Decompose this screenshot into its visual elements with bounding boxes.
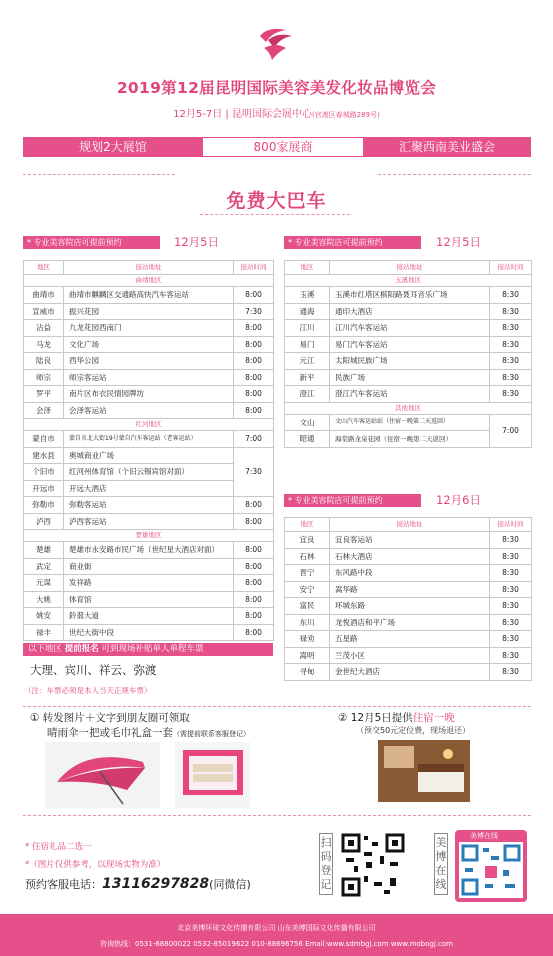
- area-cell: 玉溪: [285, 287, 330, 304]
- umbrella-image: [45, 742, 160, 808]
- table-row: [285, 532, 532, 549]
- hotel-room-image: [378, 740, 470, 802]
- time-cell: 8:00: [234, 558, 274, 575]
- time-cell: 8:00: [234, 497, 274, 514]
- address-cell: 泸西客运站: [64, 513, 234, 530]
- area-cell: 宜良: [285, 532, 330, 549]
- address-cell: 会泽客运站: [64, 402, 234, 419]
- area-cell: 东川: [285, 614, 330, 631]
- table-row: [24, 336, 274, 353]
- table-row: [285, 631, 532, 648]
- table-row: [285, 581, 532, 598]
- table-row: [285, 353, 532, 370]
- table-row: [24, 608, 274, 625]
- address-cell: 龙悦酒店和平广场: [330, 614, 490, 631]
- address-cell: 发祥路: [64, 575, 234, 592]
- table-row: [285, 647, 532, 664]
- address-cell: 东风路中段: [330, 565, 490, 582]
- promo-1-line1: ① 转发图片＋文字到朋友圈可领取: [30, 712, 190, 724]
- area-cell: 安宁: [285, 581, 330, 598]
- table-row: 开远市 开远大酒店: [24, 480, 274, 497]
- time-cell: 8:00: [234, 320, 274, 337]
- strip-exhibitors: 800家展商: [203, 137, 363, 157]
- area-cell: 石林: [285, 548, 330, 565]
- area-cell: 宣威市: [24, 303, 64, 320]
- table-row: [285, 303, 532, 320]
- table-row: [285, 598, 532, 615]
- area-cell: 元江: [285, 353, 330, 370]
- address-cell: 宜良客运站: [330, 532, 490, 549]
- area-cell: 禄丰: [24, 624, 64, 641]
- subsidy-bar: 以下地区 提前报名 可到现场补贴单人单程车票: [23, 643, 273, 656]
- table-row: [24, 303, 274, 320]
- table-row: [285, 336, 532, 353]
- time-cell: 8:00: [234, 369, 274, 386]
- area-cell: 嵩明: [285, 647, 330, 664]
- gift-note: * 住宿礼品二选一: [25, 842, 92, 852]
- table-row: [24, 287, 274, 304]
- address-cell: 通印大酒店: [330, 303, 490, 320]
- time-cell: 8:00: [234, 336, 274, 353]
- address-cell: 曲靖市麒麟区交通路高快汽车客运站: [64, 287, 234, 304]
- area-cell: 曲靖市: [24, 287, 64, 304]
- table-row: [285, 320, 532, 337]
- footer: [0, 914, 553, 956]
- area-cell: 泸西: [24, 513, 64, 530]
- address-cell: 文化广场: [64, 336, 234, 353]
- address-cell: 振兴花园: [64, 303, 234, 320]
- time-cell: 8:00: [234, 386, 274, 403]
- address-cell: 南片区布衣民情园牌坊: [64, 386, 234, 403]
- address-cell: 易门汽车客运站: [330, 336, 490, 353]
- promo-2-note: （预交50元定位费，现场退还）: [356, 726, 471, 735]
- reserve-tag: * 专业美容院店可提前预约: [284, 494, 421, 507]
- area-cell: 富民: [285, 598, 330, 615]
- time-cell: 8:30: [490, 320, 532, 337]
- address-cell: 九龙花园西南门: [64, 320, 234, 337]
- divider: [23, 174, 175, 175]
- address-cell: 环城东路: [330, 598, 490, 615]
- table-row: [24, 353, 274, 370]
- time-cell: 8:30: [490, 631, 532, 648]
- bus-heading: 免费大巴车: [226, 190, 327, 212]
- address-cell: 体育馆: [64, 591, 234, 608]
- area-cell: 易门: [285, 336, 330, 353]
- time-cell: 8:00: [234, 575, 274, 592]
- promo-1-line2: 晴雨伞一把或毛巾礼盒一套（需提前联系客服登记）: [47, 727, 250, 739]
- time-cell: 8:30: [490, 336, 532, 353]
- area-cell: 沾益: [24, 320, 64, 337]
- strip-halls: 规划2大展馆: [23, 137, 203, 157]
- table-row: [24, 369, 274, 386]
- time-cell: 8:00: [234, 624, 274, 641]
- address-cell: 世纪大街中段: [64, 624, 234, 641]
- area-cell: 罗平: [24, 386, 64, 403]
- area-cell: 寻甸: [285, 664, 330, 681]
- area-cell: 弥勒市: [24, 497, 64, 514]
- divider: [23, 815, 531, 816]
- table-row: 蒙自市 蒙自市北大街19号蒙自汽车客运站（老客运站） 7:00: [24, 431, 274, 448]
- time-cell: 8:00: [234, 402, 274, 419]
- time-cell: 8:00: [234, 608, 274, 625]
- table-row: [285, 369, 532, 386]
- area-cell: 师宗: [24, 369, 64, 386]
- time-cell: 8:30: [490, 664, 532, 681]
- time-cell: 8:00: [234, 353, 274, 370]
- address-cell: 弥勒客运站: [64, 497, 234, 514]
- time-cell: 8:00: [234, 542, 274, 559]
- area-cell: 禄劝: [285, 631, 330, 648]
- area-cell: 元谋: [24, 575, 64, 592]
- registration-qr-code[interactable]: [340, 832, 406, 898]
- bus-table-left: 地区 接站地址 接站时间 曲靖地区 曲靖市 曲靖市麒麟区交通路高快汽车客运站 8:00 宣威市 振兴花园 7:30 沾益 九龙花园西南门 8:00 马龙 文化广场 8:00 陆良 西华公园 8:00 师宗 师宗客运站 8:00 罗平 南片区布衣民情园牌坊 8:00 会泽 会泽客运站 8:00 红河地区 蒙自市 蒙自市北大街19号蒙自汽车客运站（老客运站） 7:00 建水县 奥城商业广场 7:30 个旧市 红河州体育馆（个旧云锡宾馆对面） 开远市 开远大酒店 弥勒市 弥勒客运站 8:00 泸西 泸西客运站 8:00 楚雄地区 楚雄 楚雄市永安路市民广场（世纪星大酒店对面） 8:00 武定 商业街 8:00 元谋 发祥路 8:00 大姚 体育馆 8:00 姚安 鈴蒻大道 8:00 禄丰 世纪大街中段 8:00: [23, 260, 274, 641]
- table-row: [24, 591, 274, 608]
- address-cell: 师宗客运站: [64, 369, 234, 386]
- reserve-tag: * 专业美容院店可提前预约: [284, 236, 421, 249]
- time-cell: 8:30: [490, 532, 532, 549]
- table-row: [24, 513, 274, 530]
- time-cell: 8:00: [234, 287, 274, 304]
- expo-logo: [256, 22, 298, 64]
- area-cell: 澄江: [285, 386, 330, 403]
- table-row: [24, 320, 274, 337]
- address-cell: 澄江汽车客运站: [330, 386, 490, 403]
- address-cell: 嵩华路: [330, 581, 490, 598]
- divider: [200, 214, 350, 215]
- scan-register-label: 扫码登记: [319, 833, 333, 895]
- area-cell: 会泽: [24, 402, 64, 419]
- time-cell: 8:00: [234, 591, 274, 608]
- address-cell: 石林大酒店: [330, 548, 490, 565]
- subsidy-cities: 大理、宾川、祥云、弥渡: [30, 663, 157, 677]
- table-row: [24, 624, 274, 641]
- image-disclaimer: *（图片仅供参考，以现场实物为准）: [25, 860, 166, 870]
- table-row: [24, 558, 274, 575]
- time-cell: 8:30: [490, 548, 532, 565]
- table-row: 个旧市 红河州体育馆（个旧云锡宾馆对面）: [24, 464, 274, 481]
- time-cell: 8:30: [490, 353, 532, 370]
- date-label: 12月5日: [436, 235, 481, 249]
- time-cell: 8:30: [490, 303, 532, 320]
- area-cell: 姚安: [24, 608, 64, 625]
- address-cell: 太阳城民族广场: [330, 353, 490, 370]
- table-row: [24, 386, 274, 403]
- table-row: 建水县 奥城商业广场 7:30: [24, 447, 274, 464]
- address-cell: 江川汽车客运站: [330, 320, 490, 337]
- bus-table-right-2: 地区 接站地址 接站时间 宜良 宜良客运站 8:30 石林 石林大酒店 8:30 晋宁 东风路中段 8:30 安宁 嵩华路 8:30 富民 环城东路 8:30 东川 龙悦酒店和平广场 8:30 禄劝 五星路 8:30 嵩明 兰茂小区 8:30 寻甸 金世纪大酒店 8:30: [284, 517, 532, 681]
- ticket-note: （注：车票必须是本人当天正规车票）: [24, 686, 152, 695]
- time-cell: 8:30: [490, 386, 532, 403]
- table-row: 昭通 海棠路龙泉花园（住宿一晚第二天返回）: [285, 431, 532, 448]
- strip-gathering: 汇聚西南美业盛会: [363, 137, 531, 157]
- table-row: [285, 664, 532, 681]
- hotline: 预约客服电话：13116297828(同微信): [25, 876, 251, 892]
- page-title: 2019第12届昆明国际美容美发化妆品博览会: [116, 79, 437, 97]
- area-cell: 楚雄: [24, 542, 64, 559]
- divider: [23, 706, 531, 707]
- area-cell: 新平: [285, 369, 330, 386]
- event-date-venue: 12月5-7日 | 昆明国际会展中心(官渡区春城路289号): [173, 109, 380, 120]
- time-cell: 8:30: [490, 647, 532, 664]
- address-cell: 民族广场: [330, 369, 490, 386]
- area-cell: 大姚: [24, 591, 64, 608]
- address-cell: 兰茂小区: [330, 647, 490, 664]
- date-label: 12月6日: [436, 493, 481, 507]
- date-label: 12月5日: [174, 235, 219, 249]
- time-cell: 8:00: [234, 513, 274, 530]
- promo-2-line1: ② 12月5日提供住宿一晚: [338, 712, 455, 724]
- address-cell: 楚雄市永安路市民广场（世纪星大酒店对面）: [64, 542, 234, 559]
- area-cell: 陆良: [24, 353, 64, 370]
- area-cell: 江川: [285, 320, 330, 337]
- bus-table-right-1: 地区 接站地址 接站时间 玉溪地区 玉溪 玉溪市红塔区棋阳路聂耳音乐广场 8:30 通海 通印大酒店 8:30 江川 江川汽车客运站 8:30 易门 易门汽车客运站 8:30 元江 太阳城民族广场 8:30 新平 民族广场 8:30 澄江 澄江汽车客运站 8:30 其他地区 文山 文山汽车客运站站（住宿一晚第二天返回） 7:00 昭通 海棠路龙泉花园（住宿一晚第二天返回）: [284, 260, 532, 448]
- footer-contacts: 咨询热线：0531-68800022 0532-85019622 010-88696756 Email:www.sdmbgj.com www.mobogj.com: [100, 940, 453, 948]
- area-cell: 武定: [24, 558, 64, 575]
- table-row: 文山 文山汽车客运站站（住宿一晚第二天返回） 7:00: [285, 414, 532, 431]
- area-cell: 通海: [285, 303, 330, 320]
- time-cell: 8:30: [490, 614, 532, 631]
- time-cell: 8:30: [490, 369, 532, 386]
- address-cell: 五星路: [330, 631, 490, 648]
- footer-companies: 北京美博环球文化传播有限公司 山东美博国际文化传播有限公司: [177, 924, 376, 932]
- towel-gift-box-image: [175, 742, 250, 808]
- table-row: [24, 402, 274, 419]
- brand-label: 美博在线: [434, 833, 448, 895]
- time-cell: 7:30: [234, 303, 274, 320]
- time-cell: 8:30: [490, 598, 532, 615]
- address-cell: 玉溪市红塔区棋阳路聂耳音乐广场: [330, 287, 490, 304]
- address-cell: 商业街: [64, 558, 234, 575]
- address-cell: 鈴蒻大道: [64, 608, 234, 625]
- table-row: [285, 386, 532, 403]
- table-row: [24, 542, 274, 559]
- address-cell: 金世纪大酒店: [330, 664, 490, 681]
- table-row: [24, 497, 274, 514]
- reserve-tag: * 专业美容院店可提前预约: [23, 236, 160, 249]
- table-row: [285, 614, 532, 631]
- table-row: [285, 565, 532, 582]
- qr-brand-caption: 美博在线: [470, 832, 498, 840]
- table-row: [285, 287, 532, 304]
- divider: [378, 174, 531, 175]
- table-row: [285, 548, 532, 565]
- time-cell: 8:30: [490, 581, 532, 598]
- address-cell: 西华公园: [64, 353, 234, 370]
- area-cell: 晋宁: [285, 565, 330, 582]
- time-cell: 8:30: [490, 565, 532, 582]
- area-cell: 马龙: [24, 336, 64, 353]
- time-cell: 8:30: [490, 287, 532, 304]
- table-row: [24, 575, 274, 592]
